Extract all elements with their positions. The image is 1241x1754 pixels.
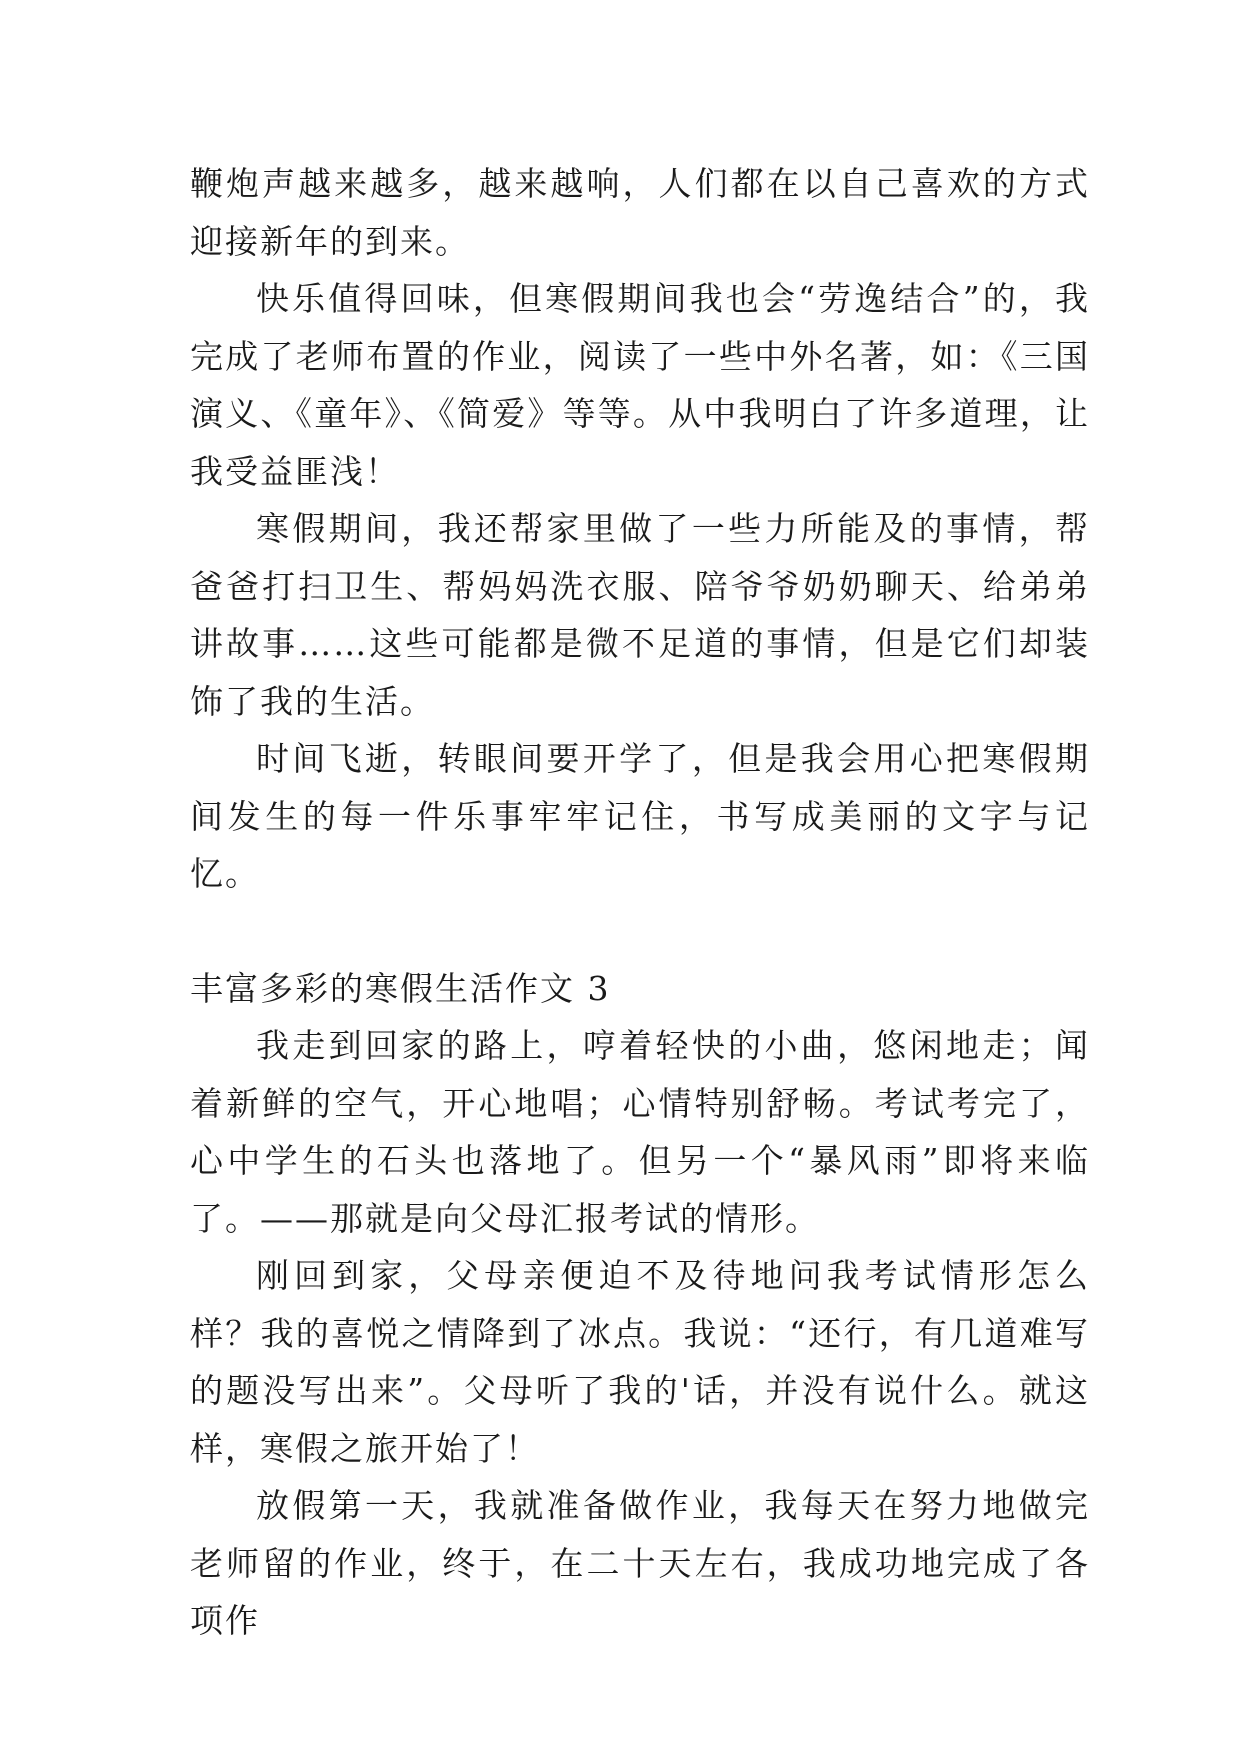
paragraph: 我走到回家的路上，哼着轻快的小曲，悠闲地走；闻着新鲜的空气，开心地唱；心情特别舒畅。考试考完了，心中学生的石头也落地了。但另一个“暴风雨”即将来临了。——那就是向父母汇报考试的情形。 <box>190 1026 1090 1238</box>
paragraph: 时间飞逝，转眼间要开学了，但是我会用心把寒假期间发生的每一件乐事牢牢记住，书写成美丽的文字与记忆。 <box>190 739 1090 893</box>
paragraph: 快乐值得回味，但寒假期间我也会“劳逸结合”的，我完成了老师布置的作业，阅读了一些中外名著，如：《三国演义、《童年》、《简爱》等等。从中我明白了许多道理，让我受益匪浅！ <box>190 279 1090 491</box>
document-body <box>190 155 1090 1650</box>
paragraph-continuation: 鞭炮声越来越多，越来越响，人们都在以自己喜欢的方式迎接新年的到来。 <box>190 164 1090 261</box>
section-title: 丰富多彩的寒假生活作文 3 <box>190 968 611 1008</box>
section-spacer <box>190 903 1090 960</box>
paragraph: 寒假期间，我还帮家里做了一些力所能及的事情，帮爸爸打扫卫生、帮妈妈洗衣服、陪爷爷奶奶聊天、给弟弟讲故事……这些可能都是微不足道的事情，但是它们却装饰了我的生活。 <box>190 509 1090 721</box>
paragraph: 刚回到家，父母亲便迫不及待地问我考试情形怎么样？我的喜悦之情降到了冰点。我说：“还行，有几道难写的题没写出来”。父母听了我的'话，并没有说什么。就这样，寒假之旅开始了！ <box>190 1256 1090 1468</box>
paragraph: 放假第一天，我就准备做作业，我每天在努力地做完老师留的作业，终于，在二十天左右，我成功地完成了各项作 <box>190 1486 1090 1640</box>
